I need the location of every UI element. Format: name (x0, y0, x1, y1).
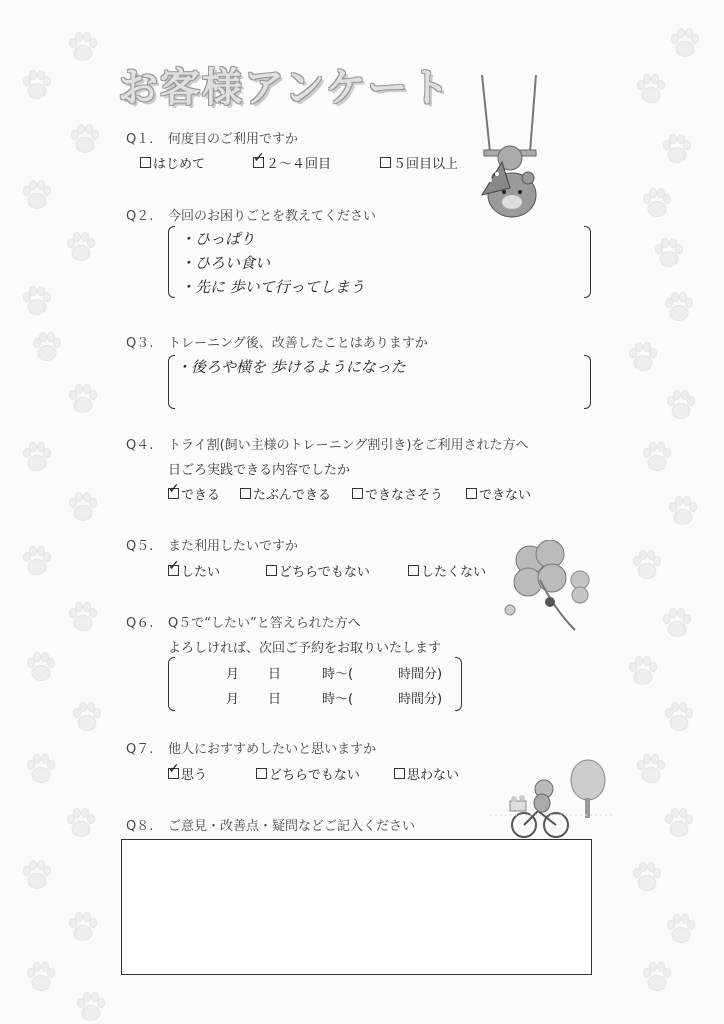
q4-option-1[interactable]: ✓ できる (168, 481, 221, 503)
paw-icon (20, 178, 54, 212)
checkbox[interactable] (240, 488, 251, 499)
q6-subtext: よろしければ、次回ご予約をお取りいたします (168, 641, 442, 656)
paw-icon (662, 290, 696, 324)
page-title: お客様アンケート (118, 65, 452, 111)
q7-option-1[interactable]: ✓ 思う (168, 761, 208, 783)
q4-subtext: 日ごろ実践できる内容でしたか (168, 463, 351, 478)
bear-on-swing-icon (470, 70, 560, 230)
bracket-left (168, 657, 175, 711)
q2-answer-3: ・先に 歩いて行ってしまう (180, 278, 365, 296)
paw-icon (640, 960, 674, 994)
paw-icon (630, 548, 664, 582)
paw-icon (662, 700, 696, 734)
paw-icon (662, 806, 696, 840)
q5-option-2[interactable]: どちらでもない (266, 561, 370, 580)
bear-on-bicycle-icon (490, 755, 615, 845)
q1-option-2[interactable]: ✓ ２～４回目 (253, 150, 332, 172)
paw-icon (66, 910, 100, 944)
q1-question (126, 128, 298, 147)
bracket-right (584, 355, 591, 409)
q7-option-3[interactable]: 思わない (394, 764, 459, 783)
q2-answer-1: ・ひっぱり (180, 230, 256, 248)
paw-icon (640, 440, 674, 474)
paw-icon (20, 544, 54, 578)
bracket-right (455, 657, 462, 711)
paw-icon (652, 236, 686, 270)
checkbox[interactable] (380, 157, 391, 168)
checkbox[interactable] (408, 565, 419, 576)
q4-option-4[interactable]: できない (466, 484, 531, 503)
q7-question: Q７. 他人におすすめしたいと思いますか (126, 742, 377, 757)
q5-question: Q５. また利用したいですか (126, 539, 299, 554)
paw-icon (630, 860, 664, 894)
bracket-left (168, 226, 175, 298)
paw-icon (660, 606, 694, 640)
checkbox-checked[interactable]: ✓ (253, 150, 265, 166)
q4-question: Q４. トライ割(飼い主様のトレーニング割引き)をご利用された方へ (126, 438, 529, 453)
q2-answer-2: ・ひろい食い (180, 254, 271, 272)
q3-answer: ・後ろや横を 歩けるようになった (176, 358, 406, 376)
paw-icon (24, 960, 58, 994)
q6-question: Q６. Q５で“したい”と答えられた方へ (126, 616, 361, 631)
paw-icon (20, 858, 54, 892)
q3-question: Q３. トレーニング後、改善したことはありますか (126, 336, 428, 351)
q8-question: Q８. ご意見・改善点・疑問などご記入ください (126, 819, 416, 834)
paw-icon (634, 72, 668, 106)
checkbox-checked[interactable]: ✓ (168, 761, 180, 777)
q4-option-2[interactable]: たぶんできる (240, 484, 331, 503)
q5-option-1[interactable]: ✓ したい (168, 558, 221, 580)
q2-question: Q２. 今回のお困りごとを教えてください (126, 209, 377, 224)
paw-icon (626, 340, 660, 374)
q1-text: 何度目のご利用ですか (168, 132, 299, 147)
checkbox-checked[interactable]: ✓ (168, 481, 180, 497)
paw-icon (30, 330, 64, 364)
paw-icon (666, 494, 700, 528)
paw-icon (64, 806, 98, 840)
checkbox-checked[interactable]: ✓ (168, 558, 180, 574)
checkbox[interactable] (266, 565, 277, 576)
q1-option-3[interactable]: ５回目以上 (380, 153, 458, 172)
paw-icon (68, 122, 102, 156)
paw-icon (664, 388, 698, 422)
paw-icon (20, 440, 54, 474)
paw-icon (66, 30, 100, 64)
q5-option-3[interactable]: したくない (408, 561, 486, 580)
bracket-left (168, 355, 175, 409)
paw-icon (634, 752, 668, 786)
paw-icon (66, 600, 100, 634)
q1-number: Q１. (126, 132, 154, 147)
q4-option-3[interactable]: できなさそう (352, 484, 443, 503)
paw-icon (70, 700, 104, 734)
paw-icon (660, 132, 694, 166)
paw-icon (66, 490, 100, 524)
paw-icon (24, 650, 58, 684)
checkbox[interactable] (352, 488, 363, 499)
paw-icon (626, 654, 660, 688)
paw-icon (640, 186, 674, 220)
paw-icon (668, 26, 702, 60)
q1-option-1[interactable]: はじめて (140, 153, 205, 172)
checkbox[interactable] (394, 768, 405, 779)
paw-icon (20, 68, 54, 102)
checkbox[interactable] (466, 488, 477, 499)
paw-icon (74, 990, 108, 1024)
clover-icon (500, 540, 600, 635)
paw-icon (24, 752, 58, 786)
paw-icon (664, 912, 698, 946)
checkbox[interactable] (256, 768, 267, 779)
q7-option-2[interactable]: どちらでもない (256, 764, 360, 783)
checkbox[interactable] (140, 157, 151, 168)
comment-box[interactable] (121, 839, 592, 975)
bracket-right (584, 226, 591, 298)
paw-icon (64, 230, 98, 264)
paw-icon (66, 382, 100, 416)
paw-icon (20, 284, 54, 318)
